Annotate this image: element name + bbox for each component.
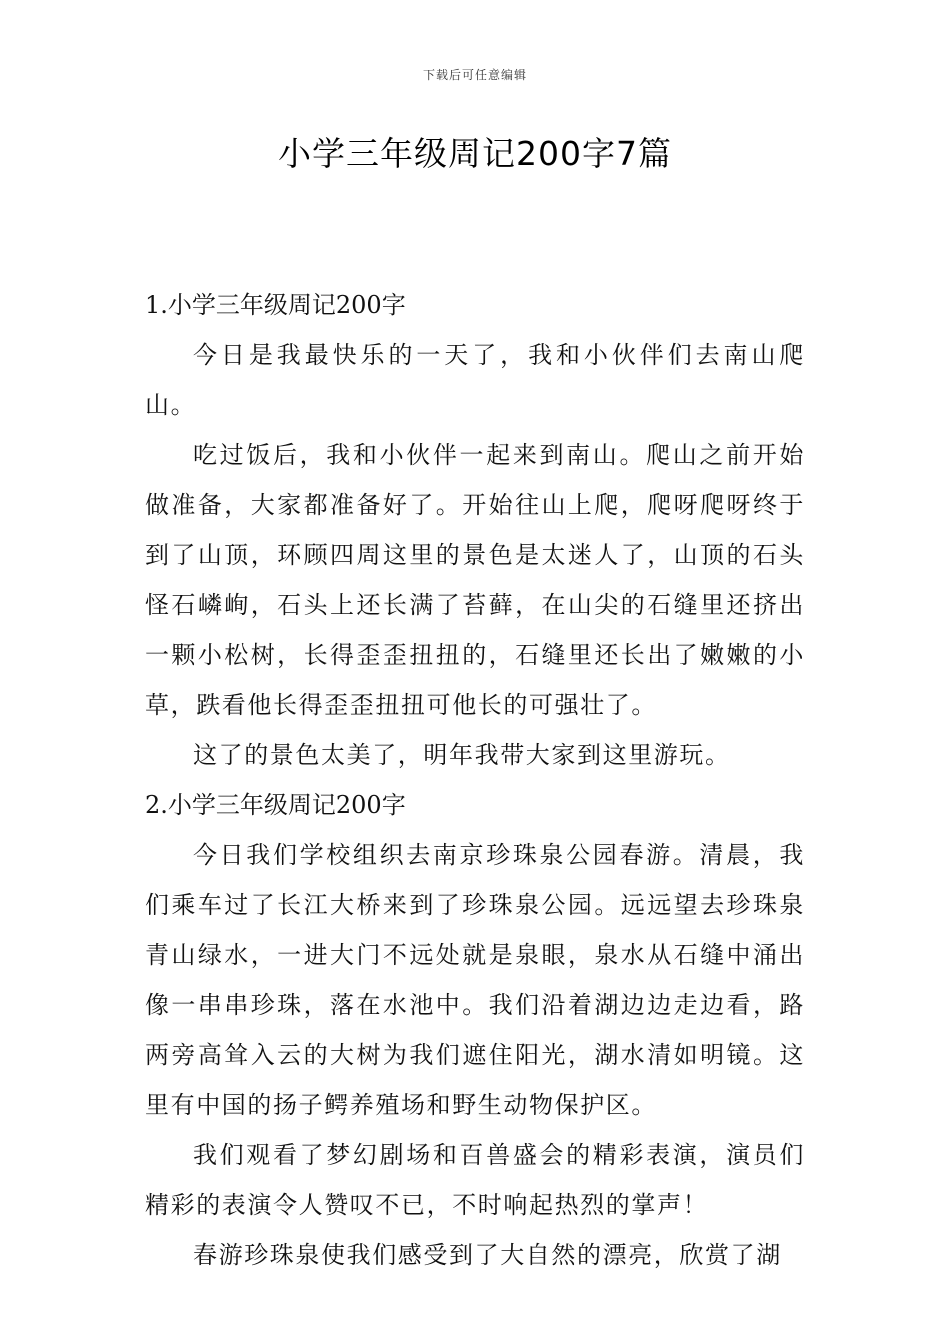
section-heading: 2.小学三年级周记200字 — [145, 791, 406, 819]
section-2 — [145, 780, 805, 1280]
section-heading: 1.小学三年级周记200字 — [145, 291, 406, 319]
document-body — [145, 280, 805, 1280]
document-title: 小学三年级周记200字7篇 — [278, 134, 672, 173]
paragraph: 我们观看了梦幻剧场和百兽盛会的精彩表演，演员们精彩的表演令人赞叹不已，不时响起热烈的掌声！ — [145, 1141, 805, 1219]
section-1 — [145, 280, 805, 780]
paragraph: 这了的景色太美了，明年我带大家到这里游玩。 — [193, 741, 731, 769]
paragraph: 春游珍珠泉使我们感受到了大自然的漂亮，欣赏了湖 — [193, 1241, 782, 1269]
header-note: 下载后可任意编辑 — [422, 68, 527, 82]
paragraph: 今日是我最快乐的一天了，我和小伙伴们去南山爬山。 — [145, 341, 805, 419]
paragraph: 吃过饭后，我和小伙伴一起来到南山。爬山之前开始做准备，大家都准备好了。开始往山上爬，爬呀爬呀终于到了山顶，环顾四周这里的景色是太迷人了，山顶的石头怪石嶙峋，石头上还长满了苔藓，在山尖的石缝里还挤出一颗小松树，长得歪歪扭扭的，石缝里还长出了嫩嫩的小草，跌看他长得歪歪扭扭可他长的可强壮了。 — [145, 441, 805, 719]
paragraph: 今日我们学校组织去南京珍珠泉公园春游。清晨，我们乘车过了长江大桥来到了珍珠泉公园。远远望去珍珠泉青山绿水，一进大门不远处就是泉眼，泉水从石缝中涌出像一串串珍珠，落在水池中。我们沿着湖边边走边看，路两旁高耸入云的大树为我们遮住阳光，湖水清如明镜。这里有中国的扬子鳄养殖场和野生动物保护区。 — [145, 841, 805, 1119]
